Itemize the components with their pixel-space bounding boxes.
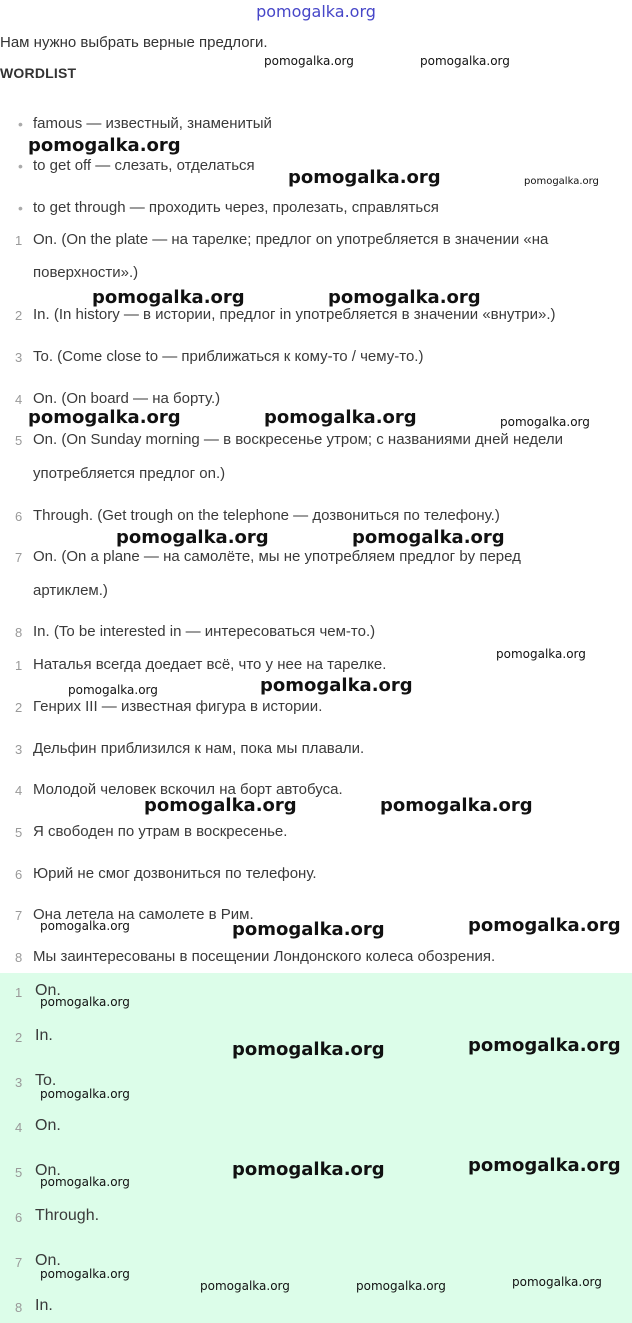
item-number: 4 bbox=[15, 783, 23, 798]
translation-line: Я свободен по утрам в воскресенье. bbox=[33, 823, 288, 840]
watermark: pomogalka.org bbox=[496, 647, 586, 661]
watermark: pomogalka.org bbox=[512, 1275, 602, 1289]
explanation-line: On. (On a plane — на самолёте, мы не употребляем предлог by перед bbox=[33, 548, 521, 565]
watermark: pomogalka.org bbox=[420, 54, 510, 68]
explanation-line: On. (On board — на борту.) bbox=[33, 390, 221, 407]
item-number: 5 bbox=[15, 433, 23, 448]
item-number: 7 bbox=[15, 550, 23, 565]
wordlist-item: famous — известный, знаменитый bbox=[33, 115, 272, 132]
item-number: 6 bbox=[15, 509, 23, 524]
item-number: 2 bbox=[15, 308, 23, 323]
watermark: pomogalka.org bbox=[28, 135, 181, 156]
explanation-line: употребляется предлог on.) bbox=[33, 465, 226, 482]
watermark: pomogalka.org bbox=[524, 176, 599, 187]
watermark: pomogalka.org bbox=[40, 995, 130, 1009]
item-number: 6 bbox=[15, 1210, 23, 1225]
answer-line: In. bbox=[35, 1027, 53, 1044]
explanation-line: артиклем.) bbox=[33, 582, 108, 599]
translation-line: Дельфин приблизился к нам, пока мы плавали. bbox=[33, 740, 365, 757]
explanation-line: Through. (Get trough on the telephone — дозвониться по телефону.) bbox=[33, 507, 500, 524]
explanation-line: On. (On Sunday morning — в воскресенье утром; с названиями дней недели bbox=[33, 431, 564, 448]
item-number: 7 bbox=[15, 908, 23, 923]
watermark: pomogalka.org bbox=[264, 407, 417, 428]
item-number: 4 bbox=[15, 1120, 23, 1135]
item-number: 8 bbox=[15, 1300, 23, 1315]
item-number: 3 bbox=[15, 350, 23, 365]
wordlist-item: to get off — слезать, отделаться bbox=[33, 157, 255, 174]
watermark: pomogalka.org bbox=[232, 1039, 385, 1060]
watermark: pomogalka.org bbox=[468, 915, 621, 936]
item-number: 4 bbox=[15, 392, 23, 407]
item-number: 8 bbox=[15, 625, 23, 640]
item-number: 1 bbox=[15, 985, 23, 1000]
translation-line: Молодой человек вскочил на борт автобуса. bbox=[33, 781, 343, 798]
item-number: 3 bbox=[15, 1075, 23, 1090]
watermark: pomogalka.org bbox=[288, 167, 441, 188]
translation-line: Юрий не смог дозвониться по телефону. bbox=[33, 865, 317, 882]
watermark: pomogalka.org bbox=[260, 675, 413, 696]
answer-line: On. bbox=[35, 1162, 61, 1179]
item-number: 2 bbox=[15, 1030, 23, 1045]
item-number: 5 bbox=[15, 1165, 23, 1180]
explanation-line: In. (In history — в истории, предлог in употребляется в значении «внутри».) bbox=[33, 306, 556, 323]
wordlist-title: WORDLIST bbox=[0, 65, 77, 81]
translation-line: Генрих III — известная фигура в истории. bbox=[33, 698, 323, 715]
item-number: 6 bbox=[15, 867, 23, 882]
watermark: pomogalka.org bbox=[40, 1087, 130, 1101]
item-number: 1 bbox=[15, 233, 23, 248]
wordlist-bullet: • bbox=[18, 200, 23, 216]
item-number: 5 bbox=[15, 825, 23, 840]
watermark: pomogalka.org bbox=[468, 1035, 621, 1056]
answer-line: On. bbox=[35, 982, 61, 999]
answer-line: In. bbox=[35, 1297, 53, 1314]
watermark: pomogalka.org bbox=[28, 407, 181, 428]
translation-line: Мы заинтересованы в посещении Лондонского колеса обозрения. bbox=[33, 948, 496, 965]
wordlist-bullet: • bbox=[18, 158, 23, 174]
wordlist-bullet: • bbox=[18, 116, 23, 132]
explanation-line: In. (To be interested in — интересоваться чем-то.) bbox=[33, 623, 376, 640]
watermark: pomogalka.org bbox=[264, 54, 354, 68]
watermark: pomogalka.org bbox=[328, 287, 481, 308]
watermark: pomogalka.org bbox=[40, 1267, 130, 1281]
explanation-line: To. (Come close to — приближаться к кому-то / чему-то.) bbox=[33, 348, 424, 365]
answer-line: On. bbox=[35, 1252, 61, 1269]
watermark: pomogalka.org bbox=[92, 287, 245, 308]
watermark: pomogalka.org bbox=[40, 1175, 130, 1189]
watermark: pomogalka.org bbox=[232, 1159, 385, 1180]
explanation-line: On. (On the plate — на тарелке; предлог on употребляется в значении «на bbox=[33, 231, 549, 248]
watermark: pomogalka.org bbox=[500, 415, 590, 429]
watermark: pomogalka.org bbox=[356, 1279, 446, 1293]
watermark: pomogalka.org bbox=[144, 795, 297, 816]
answer-line: On. bbox=[35, 1117, 61, 1134]
translation-line: Наталья всегда доедает всё, что у нее на тарелке. bbox=[33, 656, 387, 673]
watermark: pomogalka.org bbox=[68, 683, 158, 697]
explanation-line: поверхности».) bbox=[33, 264, 139, 281]
wordlist-item: to get through — проходить через, пролезать, справляться bbox=[33, 199, 439, 216]
translation-line: Она летела на самолете в Рим. bbox=[33, 906, 254, 923]
watermark: pomogalka.org bbox=[40, 919, 130, 933]
watermark: pomogalka.org bbox=[232, 919, 385, 940]
watermark: pomogalka.org bbox=[352, 527, 505, 548]
watermark: pomogalka.org bbox=[468, 1155, 621, 1176]
site-logo[interactable]: pomogalka.org bbox=[256, 2, 376, 21]
item-number: 7 bbox=[15, 1255, 23, 1270]
task-intro: Нам нужно выбрать верные предлоги. bbox=[0, 34, 268, 51]
watermark: pomogalka.org bbox=[200, 1279, 290, 1293]
item-number: 1 bbox=[15, 658, 23, 673]
answer-line: Through. bbox=[35, 1207, 100, 1224]
watermark: pomogalka.org bbox=[380, 795, 533, 816]
item-number: 2 bbox=[15, 700, 23, 715]
watermark: pomogalka.org bbox=[116, 527, 269, 548]
item-number: 3 bbox=[15, 742, 23, 757]
item-number: 8 bbox=[15, 950, 23, 965]
answer-line: To. bbox=[35, 1072, 57, 1089]
